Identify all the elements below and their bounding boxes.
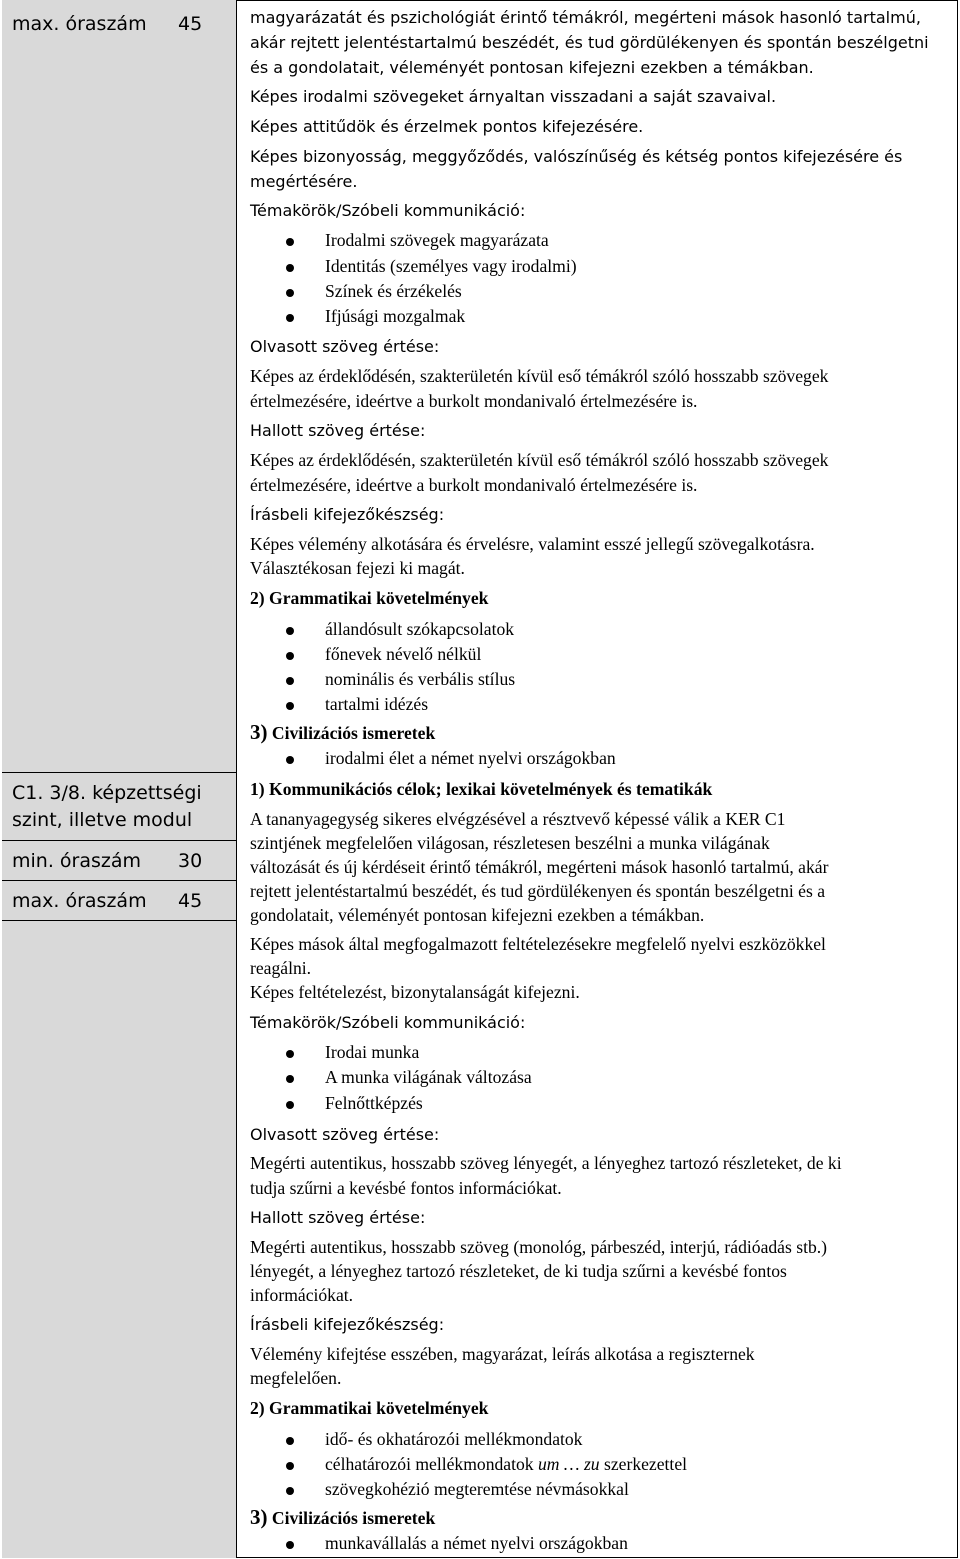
- list-item: főnevek névelő nélkül: [325, 644, 482, 664]
- listening-heading: Hallott szöveg értése:: [250, 1208, 426, 1227]
- writing-heading: Írásbeli kifejezőkészség:: [250, 505, 445, 524]
- list-item-text: célhatározói mellékmondatok: [325, 1454, 538, 1474]
- list-item: A munka világának változása: [325, 1067, 532, 1087]
- paragraph-line: szintjének megfelelően világosan, részletesen beszélni a munka világának: [250, 833, 770, 853]
- max-hours-value: 45: [178, 13, 203, 35]
- topics-heading: Témakörök/Szóbeli kommunikáció:: [250, 1013, 526, 1032]
- module-title-line-2: szint, illetve modul: [12, 809, 193, 831]
- row-divider: [2, 880, 237, 881]
- grammar-heading: 2) Grammatikai követelmények: [250, 1398, 489, 1418]
- bullet-icon: [286, 702, 294, 710]
- bullet-icon: [286, 1541, 294, 1549]
- civilization-heading: [250, 720, 435, 745]
- civilization-title: Civilizációs ismeretek: [271, 1508, 436, 1528]
- writing-heading: Írásbeli kifejezőkészség:: [250, 1315, 445, 1334]
- row-divider: [2, 772, 237, 773]
- paragraph-line: Választékosan fejezi ki magát.: [250, 558, 465, 578]
- list-item: szövegkohézió megteremtése névmásokkal: [325, 1479, 629, 1499]
- paragraph-line: megértésére.: [250, 172, 358, 191]
- paragraph-line: tudja szűrni a kevésbé fontos információkat.: [250, 1178, 562, 1198]
- paragraph-line: Képes az érdeklődésén, szakterületén kívül eső témákról szóló hosszabb szövegek: [250, 366, 829, 386]
- module-title-line-1: C1. 3/8. képzettségi: [12, 782, 202, 804]
- paragraph-line: megfelelően.: [250, 1368, 342, 1388]
- bullet-icon: [286, 1462, 294, 1470]
- civilization-number: 3): [250, 1505, 268, 1529]
- list-item: nominális és verbális stílus: [325, 669, 516, 689]
- paragraph-line: értelmezésére, ideértve a burkolt mondanivaló értelmezésére is.: [250, 475, 698, 495]
- communication-heading: 1) Kommunikációs célok; lexikai követelmények és tematikák: [250, 779, 713, 799]
- list-item: Identitás (személyes vagy irodalmi): [325, 256, 577, 276]
- row-divider: [2, 920, 237, 921]
- list-item-text: szerkezettel: [599, 1454, 688, 1474]
- civilization-title: Civilizációs ismeretek: [271, 723, 436, 743]
- row-divider: [2, 840, 237, 841]
- paragraph-line: Megérti autentikus, hosszabb szöveg lényegét, a lényeghez tartozó részleteket, de ki: [250, 1153, 842, 1173]
- list-item: [325, 1454, 687, 1475]
- paragraph-line: A tananyagegység sikeres elvégzésével a résztvevő képessé válik a KER C1: [250, 809, 786, 829]
- paragraph-line: és a gondolatait, véleményét pontosan kifejezni ezekben a témákban.: [250, 58, 814, 77]
- paragraph-line: Vélemény kifejtése esszében, magyarázat, leírás alkotása a regiszternek: [250, 1344, 755, 1364]
- bullet-icon: [286, 677, 294, 685]
- reading-heading: Olvasott szöveg értése:: [250, 337, 440, 356]
- german-construction: um … zu: [538, 1454, 600, 1474]
- list-item: Irodai munka: [325, 1042, 420, 1062]
- max-hours-label: max. óraszám: [12, 890, 147, 912]
- max-hours-value: 45: [178, 890, 203, 912]
- bullet-icon: [286, 264, 294, 272]
- paragraph-line: Képes irodalmi szövegeket árnyaltan visszadani a saját szavaival.: [250, 87, 777, 106]
- list-item: Színek és érzékelés: [325, 281, 462, 301]
- paragraph-line: Képes vélemény alkotására és érvelésre, valamint esszé jellegű szövegalkotásra.: [250, 534, 815, 554]
- civilization-number: 3): [250, 720, 268, 744]
- paragraph-line: értelmezésére, ideértve a burkolt mondanivaló értelmezésére is.: [250, 391, 698, 411]
- bullet-icon: [286, 1437, 294, 1445]
- list-item: Ifjúsági mozgalmak: [325, 306, 466, 326]
- list-item: Felnőttképzés: [325, 1093, 423, 1113]
- list-item: tartalmi idézés: [325, 694, 429, 714]
- min-hours-label: min. óraszám: [12, 850, 142, 872]
- listening-heading: Hallott szöveg értése:: [250, 421, 426, 440]
- list-item: idő- és okhatározói mellékmondatok: [325, 1429, 583, 1449]
- list-item: állandósult szókapcsolatok: [325, 619, 515, 639]
- bullet-icon: [286, 1075, 294, 1083]
- paragraph-line: Képes bizonyosság, meggyőződés, valószínűség és kétség pontos kifejezésére és: [250, 147, 903, 166]
- list-item: Irodalmi szövegek magyarázata: [325, 230, 549, 250]
- list-item: irodalmi élet a német nyelvi országokban: [325, 748, 616, 768]
- bullet-icon: [286, 1050, 294, 1058]
- grammar-heading: 2) Grammatikai követelmények: [250, 588, 489, 608]
- module-info-column: [2, 0, 237, 1558]
- bullet-icon: [286, 756, 294, 764]
- bullet-icon: [286, 1101, 294, 1109]
- bullet-icon: [286, 652, 294, 660]
- paragraph-line: magyarázatát és pszichológiát érintő témákról, megérteni mások hasonló tartalmú,: [250, 8, 921, 27]
- paragraph-line: gondolatait, véleményét pontosan kifejezni ezekben a témákban.: [250, 905, 705, 925]
- paragraph-line: reagálni.: [250, 958, 312, 978]
- bullet-icon: [286, 238, 294, 246]
- paragraph-line: Képes az érdeklődésén, szakterületén kívül eső témákról szóló hosszabb szövegek: [250, 450, 829, 470]
- paragraph-line: Képes feltételezést, bizonytalanságát kifejezni.: [250, 982, 580, 1002]
- reading-heading: Olvasott szöveg értése:: [250, 1125, 440, 1144]
- bullet-icon: [286, 1487, 294, 1495]
- min-hours-value: 30: [178, 850, 203, 872]
- topics-heading: Témakörök/Szóbeli kommunikáció:: [250, 201, 526, 220]
- list-item: munkavállalás a német nyelvi országokban: [325, 1533, 628, 1553]
- paragraph-line: rejtett jelentéstartalmú beszédét, és tud gördülékenyen és spontán beszélgetni és a: [250, 881, 826, 901]
- paragraph-line: változását és új kérdéseit érintő témákról, megérteni mások hasonló tartalmú, akár: [250, 857, 829, 877]
- bullet-icon: [286, 627, 294, 635]
- civilization-heading: [250, 1505, 435, 1530]
- paragraph-line: Képes attitűdök és érzelmek pontos kifejezésére.: [250, 117, 644, 136]
- max-hours-label: max. óraszám: [12, 13, 147, 35]
- paragraph-line: akár rejtett jelentéstartalmú beszédét, és tud gördülékenyen és spontán beszélgetni: [250, 33, 929, 52]
- paragraph-line: Megérti autentikus, hosszabb szöveg (monológ, párbeszéd, interjú, rádióadás stb.): [250, 1237, 828, 1257]
- paragraph-line: lényegét, a lényeghez tartozó részleteket, de ki tudja szűrni a kevésbé fontos: [250, 1261, 787, 1281]
- bullet-icon: [286, 289, 294, 297]
- paragraph-line: információkat.: [250, 1285, 354, 1305]
- paragraph-line: Képes mások által megfogalmazott feltételezésekre megfelelő nyelvi eszközökkel: [250, 934, 826, 954]
- bullet-icon: [286, 314, 294, 322]
